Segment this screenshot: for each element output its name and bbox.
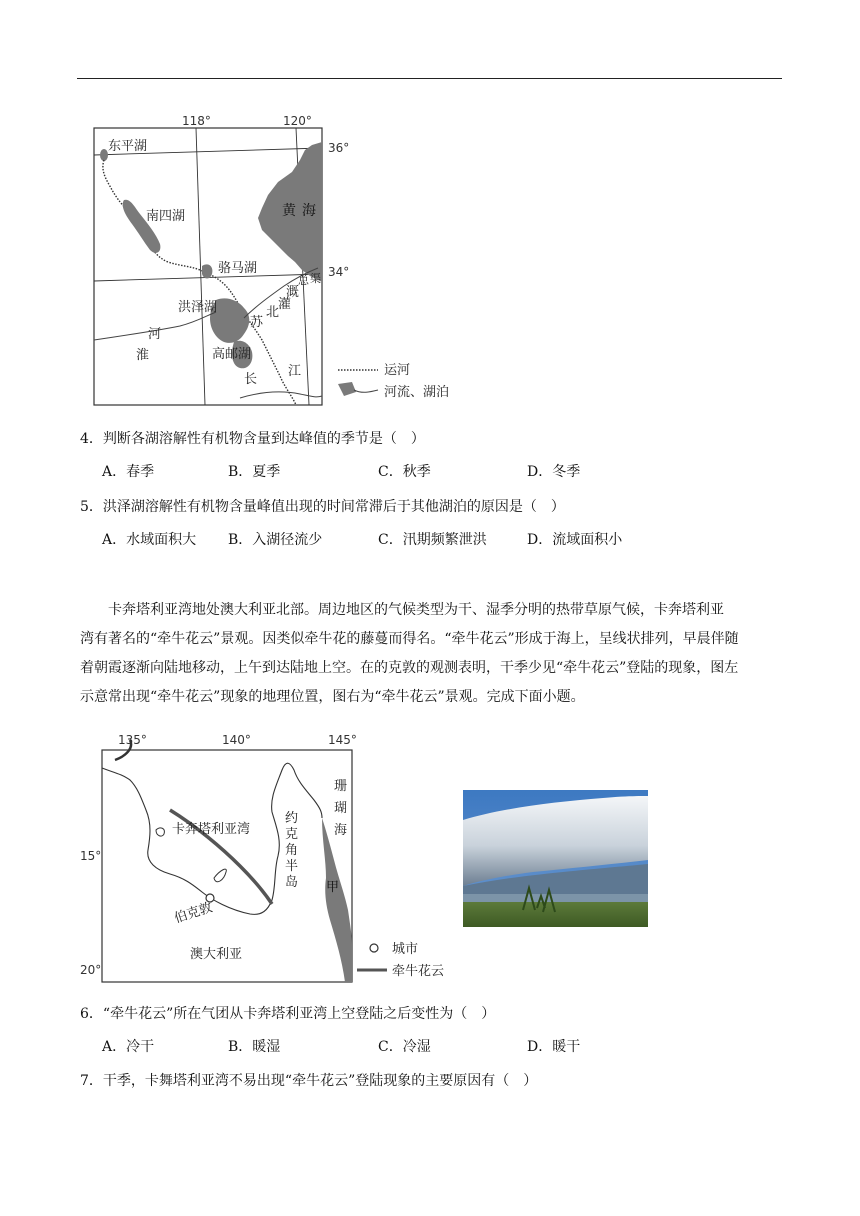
sea-huang-label-1: 黄 — [282, 203, 296, 219]
lat-20-label: 20° — [80, 963, 102, 977]
river-chang-label: 长 — [244, 372, 258, 387]
canal-bei-label: 北 — [266, 305, 280, 320]
question-4: 4．判断各湖溶解性有机物含量到达峰值的季节是（ ） — [80, 431, 425, 447]
peninsula-label-4: 半 — [285, 859, 299, 874]
q6-option-d[interactable]: D．暖干 — [527, 1039, 581, 1055]
q5-option-a[interactable]: A．水域面积大 — [102, 532, 197, 548]
river-jiang-label: 江 — [288, 364, 302, 379]
canal-qu-label: 渠 — [310, 272, 321, 285]
q4-option-b[interactable]: B．夏季 — [228, 464, 281, 480]
q5-option-c[interactable]: C．汛期频繁泄洪 — [378, 532, 487, 548]
legend-city-label: 城市 — [392, 942, 419, 957]
lon-118-label: 118° — [182, 114, 211, 128]
coral-sea-label-2: 瑚 — [334, 801, 348, 816]
lat-36-label: 36° — [328, 141, 350, 155]
question-5: 5．洪泽湖溶解性有机物含量峰值出现的时间常滞后于其他湖泊的原因是（ ） — [80, 499, 565, 515]
lake-hongze-label: 洪泽湖 — [178, 300, 218, 315]
header-rule — [77, 78, 782, 79]
q6-option-b[interactable]: B．暖湿 — [228, 1039, 281, 1055]
legend-river-label: 河流、湖泊 — [384, 385, 450, 400]
river-huai-label-1: 淮 — [136, 348, 150, 363]
peninsula-label-1: 约 — [285, 811, 299, 826]
q6-option-c[interactable]: C．冷湿 — [378, 1039, 431, 1055]
canal-gai-label: 溉 — [286, 285, 300, 300]
peninsula-label-5: 岛 — [285, 875, 299, 890]
lon-135-label: 135° — [118, 733, 147, 747]
q5-option-b[interactable]: B．入湖径流少 — [228, 532, 323, 548]
legend-canal-label: 运河 — [384, 363, 411, 378]
passage-line-3: 着朝霞逐渐向陆地移动，上午到达陆地上空。在的克敦的观测表明，干季少见“牵牛花云”登陆的现象，图左 — [80, 660, 739, 676]
river-huai-label-2: 河 — [148, 327, 162, 342]
q6-option-a[interactable]: A．冷干 — [102, 1039, 155, 1055]
coral-sea-label-1: 珊 — [334, 779, 348, 794]
canal-su-label: 苏 — [250, 315, 264, 330]
australia-label: 澳大利亚 — [190, 947, 243, 962]
lake-nansi-label: 南四湖 — [146, 209, 186, 224]
canal-guan-label: 灌 — [278, 297, 292, 312]
question-6: 6．“牵牛花云”所在气团从卡奔塔利亚湾上空登陆之后变性为（ ） — [80, 1006, 496, 1022]
jia-label: 甲 — [326, 880, 340, 895]
q4-option-d[interactable]: D．冬季 — [527, 464, 581, 480]
lat-34-label: 34° — [328, 265, 350, 279]
q4-option-a[interactable]: A．春季 — [102, 464, 155, 480]
lon-120-label: 120° — [283, 114, 312, 128]
lake-gaoyou-label: 高邮湖 — [212, 347, 252, 362]
lake-dongping-label: 东平湖 — [108, 139, 148, 154]
passage-line-2: 湾有著名的“牵牛花云”景观。因类似牵牛花的藤蔓而得名。“牵牛花云”形成于海上，呈线状排列，早晨伴随 — [80, 631, 739, 647]
passage-line-4: 示意常出现“牵牛花云”现象的地理位置，图右为“牵牛花云”景观。完成下面小题。 — [80, 689, 585, 705]
canal-zong-label: 总 — [298, 274, 309, 287]
lake-luoma-label: 骆马湖 — [218, 261, 258, 276]
coral-sea-label-3: 海 — [334, 823, 348, 838]
passage — [80, 596, 790, 712]
legend-cloud-label: 牵牛花云 — [392, 964, 445, 979]
lon-140-label: 140° — [222, 733, 251, 747]
map-huai-river-lakes — [80, 110, 480, 412]
lat-15-label: 15° — [80, 849, 102, 863]
morning-glory-cloud-photo — [463, 790, 648, 927]
peninsula-label-2: 克 — [285, 827, 299, 842]
q5-option-d[interactable]: D．流域面积小 — [527, 532, 623, 548]
sea-huang-label-2: 海 — [302, 203, 316, 219]
q4-option-c[interactable]: C．秋季 — [378, 464, 431, 480]
question-7: 7．干季，卡舞塔利亚湾不易出现“牵牛花云”登陆现象的主要原因有（ ） — [80, 1073, 538, 1089]
map-gulf-of-carpentaria — [78, 728, 478, 984]
passage-line-1: 卡奔塔利亚湾地处澳大利亚北部。周边地区的气候类型为干、湿季分明的热带草原气候，卡奔塔利亚 — [108, 602, 724, 618]
lon-145-label: 145° — [328, 733, 357, 747]
city-burketown-label: 伯克敦 — [172, 900, 215, 927]
peninsula-label-3: 角 — [285, 843, 299, 858]
gulf-label: 卡奔塔利亚湾 — [172, 822, 251, 837]
